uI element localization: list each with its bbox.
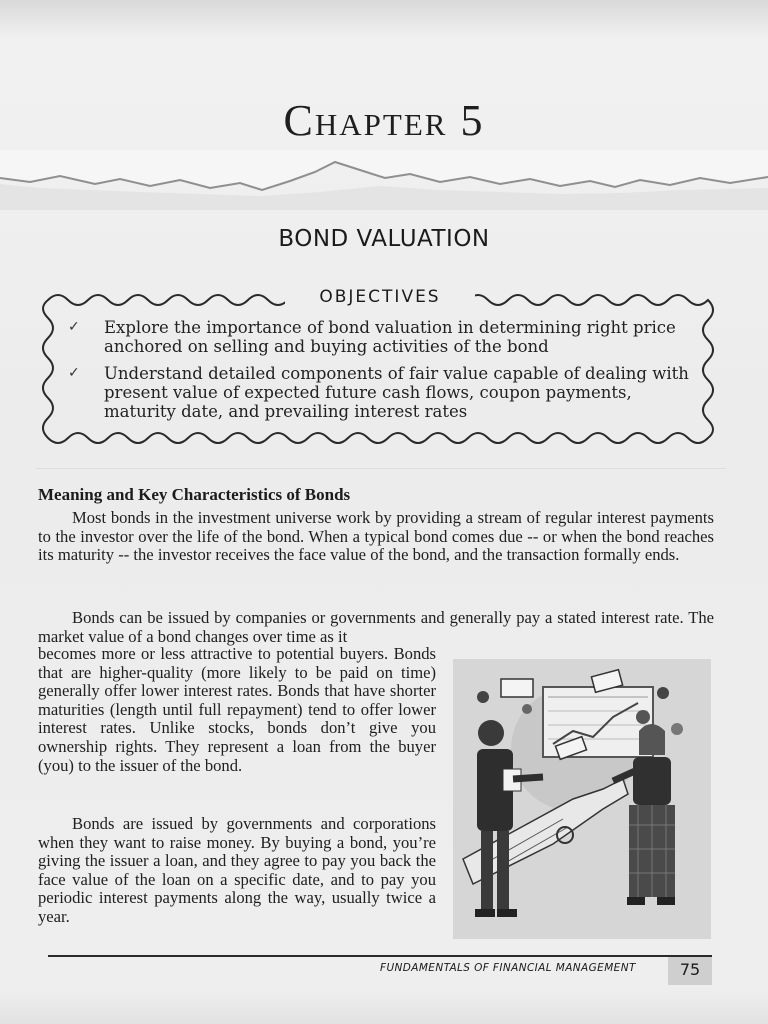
objective-text: Explore the importance of bond valuation in determining right price anchored on selling and buying activities of the bond bbox=[104, 318, 676, 356]
objective-text: Understand detailed components of fair value capable of dealing with present value of expected future cash flows, coupon payments, maturity date, and prevailing interest rates bbox=[104, 364, 689, 421]
faint-divider bbox=[36, 468, 726, 469]
bond-investment-illustration bbox=[453, 659, 711, 939]
paragraph-1 bbox=[38, 509, 714, 565]
paragraph-3 bbox=[38, 815, 436, 927]
page-number: 75 bbox=[668, 957, 712, 985]
paragraph-2-continued: becomes more or less attractive to potential buyers. Bonds that are higher-quality (more likely to be paid on time) generally offer lower interest rates. Bonds that have shorter maturities (length until full repayment) tend to offer lower interest rates. Unlike stocks, bonds don’t give you ownership rights. They represent a loan from the buyer (you) to the issuer of the bond. bbox=[38, 644, 436, 775]
objective-item bbox=[68, 318, 698, 356]
objectives-label: OBJECTIVES bbox=[285, 283, 475, 311]
checkmark-icon: ✓ bbox=[68, 319, 80, 335]
torn-paper-divider bbox=[0, 150, 768, 210]
paragraph-2-start-text: Bonds can be issued by companies or governments and generally pay a stated interest rate. The market value of a bond changes over time as it bbox=[38, 608, 714, 646]
paragraph-1-text: Most bonds in the investment universe work by providing a stream of regular interest payments to the investor over the life of the bond. When a typical bond comes due -- or when the bond reaches its maturity -- the investor receives the face value of the bond, and the transaction formally ends. bbox=[38, 508, 714, 565]
paragraph-2-start bbox=[38, 609, 714, 646]
footer-book-title: FUNDAMENTALS OF FINANCIAL MANAGEMENT bbox=[380, 962, 636, 974]
page-bottom-shadow bbox=[0, 990, 768, 1024]
checkmark-icon: ✓ bbox=[68, 365, 80, 381]
chapter-title: Chapter 5 bbox=[283, 96, 485, 145]
objective-item bbox=[68, 364, 698, 421]
page-top-shadow bbox=[0, 0, 768, 40]
section-title: BOND VALUATION bbox=[278, 226, 490, 252]
footer-rule bbox=[48, 955, 712, 957]
paragraph-3-text: Bonds are issued by governments and corporations when they want to raise money. By buying a bond, you’re giving the issuer a loan, and they agree to pay you back the face value of the loan on a specific date, and to pay you periodic interest payments along the way, usually twice a year. bbox=[38, 814, 436, 926]
section-subheading: Meaning and Key Characteristics of Bonds bbox=[38, 485, 351, 504]
